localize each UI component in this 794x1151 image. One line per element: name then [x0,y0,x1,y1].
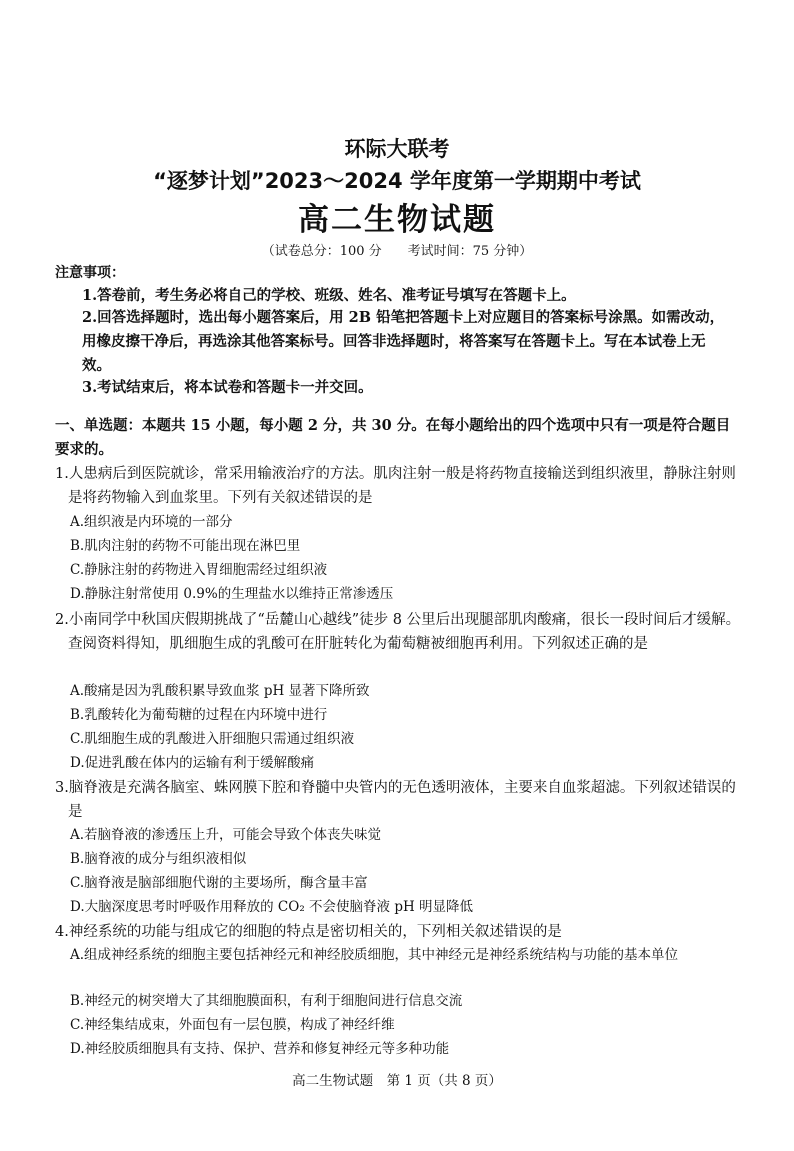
question-stem: 2.小南同学中秋国庆假期挑战了“岳麓山心越线”徒步 8 公里后出现腿部肌肉酸痛，很长一段时间后才缓解。查阅资料得知，肌细胞生成的乳酸可在肝脏转化为葡萄糖被细胞再利用。下列叙述正确的是 [55,612,741,652]
question-option: A.若脑脊液的渗透压上升，可能会导致个体丧失味觉 [70,827,382,843]
question-option: D.静脉注射常使用 0.9%的生理盐水以维持正常渗透压 [70,586,394,602]
question-option: B.肌肉注射的药物不可能出现在淋巴里 [70,538,301,554]
question-option: B.脑脊液的成分与组织液相似 [70,851,247,867]
notice-item: 2.回答选择题时，选出每小题答案后，用 2B 铅笔把答题卡上对应题目的答案标号涂黑。如需改动，用橡皮擦干净后，再选涂其他答案标号。回答非选择题时，将答案写在答题卡上。写在本试卷上无效。 [82,309,725,374]
page-title: 高二生物试题 [298,202,496,238]
section-heading: 一、单选题：本题共 15 小题，每小题 2 分，共 30 分。在每小题给出的四个选项中只有一项是符合题目要求的。 [55,417,731,458]
question-option: C.脑脊液是脑部细胞代谢的主要场所，酶含量丰富 [70,875,368,891]
question-stem: 3.脑脊液是充满各脑室、蛛网膜下腔和脊髓中央管内的无色透明液体，主要来自血浆超滤。下列叙述错误的是 [55,780,736,820]
exam-meta: （试卷总分：100 分 考试时间：75 分钟） [261,244,533,259]
page-footer: 高二生物试题 第 1 页（共 8 页） [292,1073,502,1089]
question-option: A.组织液是内环境的一部分 [70,514,233,530]
question-option: C.静脉注射的药物进入胃细胞需经过组织液 [70,562,328,578]
question-option: D.大脑深度思考时呼吸作用释放的 CO₂ 不会使脑脊液 pH 明显降低 [70,899,474,915]
question-option: C.肌细胞生成的乳酸进入肝细胞只需通过组织液 [70,731,355,747]
notice-item: 3.考试结束后，将本试卷和答题卡一并交回。 [82,379,373,396]
question-option: C.神经集结成束，外面包有一层包膜，构成了神经纤维 [70,1017,395,1033]
question-option: B.乳酸转化为葡萄糖的过程在内环境中进行 [70,707,328,723]
exam-name: “逐梦计划”2023～2024 学年度第一学期期中考试 [153,169,641,193]
notice-item: 1.答卷前，考生务必将自己的学校、班级、姓名、准考证号填写在答题卡上。 [82,287,576,304]
question-option: A.组成神经系统的细胞主要包括神经元和神经胶质细胞，其中神经元是神经系统结构与功能的基本单位 [70,947,679,963]
question-stem: 4.神经系统的功能与组成它的细胞的特点是密切相关的，下列相关叙述错误的是 [55,924,562,940]
exam-organizer: 环际大联考 [344,137,450,161]
question-option: D.促进乳酸在体内的运输有利于缓解酸痛 [70,755,315,771]
notice-title: 注意事项： [55,265,125,281]
question-option: B.神经元的树突增大了其细胞膜面积，有利于细胞间进行信息交流 [70,993,463,1009]
question-option: A.酸痛是因为乳酸积累导致血浆 pH 显著下降所致 [70,683,370,699]
question-stem: 1.人患病后到医院就诊，常采用输液治疗的方法。肌肉注射一般是将药物直接输送到组织液里，静脉注射则是将药物输入到血浆里。下列有关叙述错误的是 [55,466,736,506]
question-option: D.神经胶质细胞具有支持、保护、营养和修复神经元等多种功能 [70,1041,450,1057]
